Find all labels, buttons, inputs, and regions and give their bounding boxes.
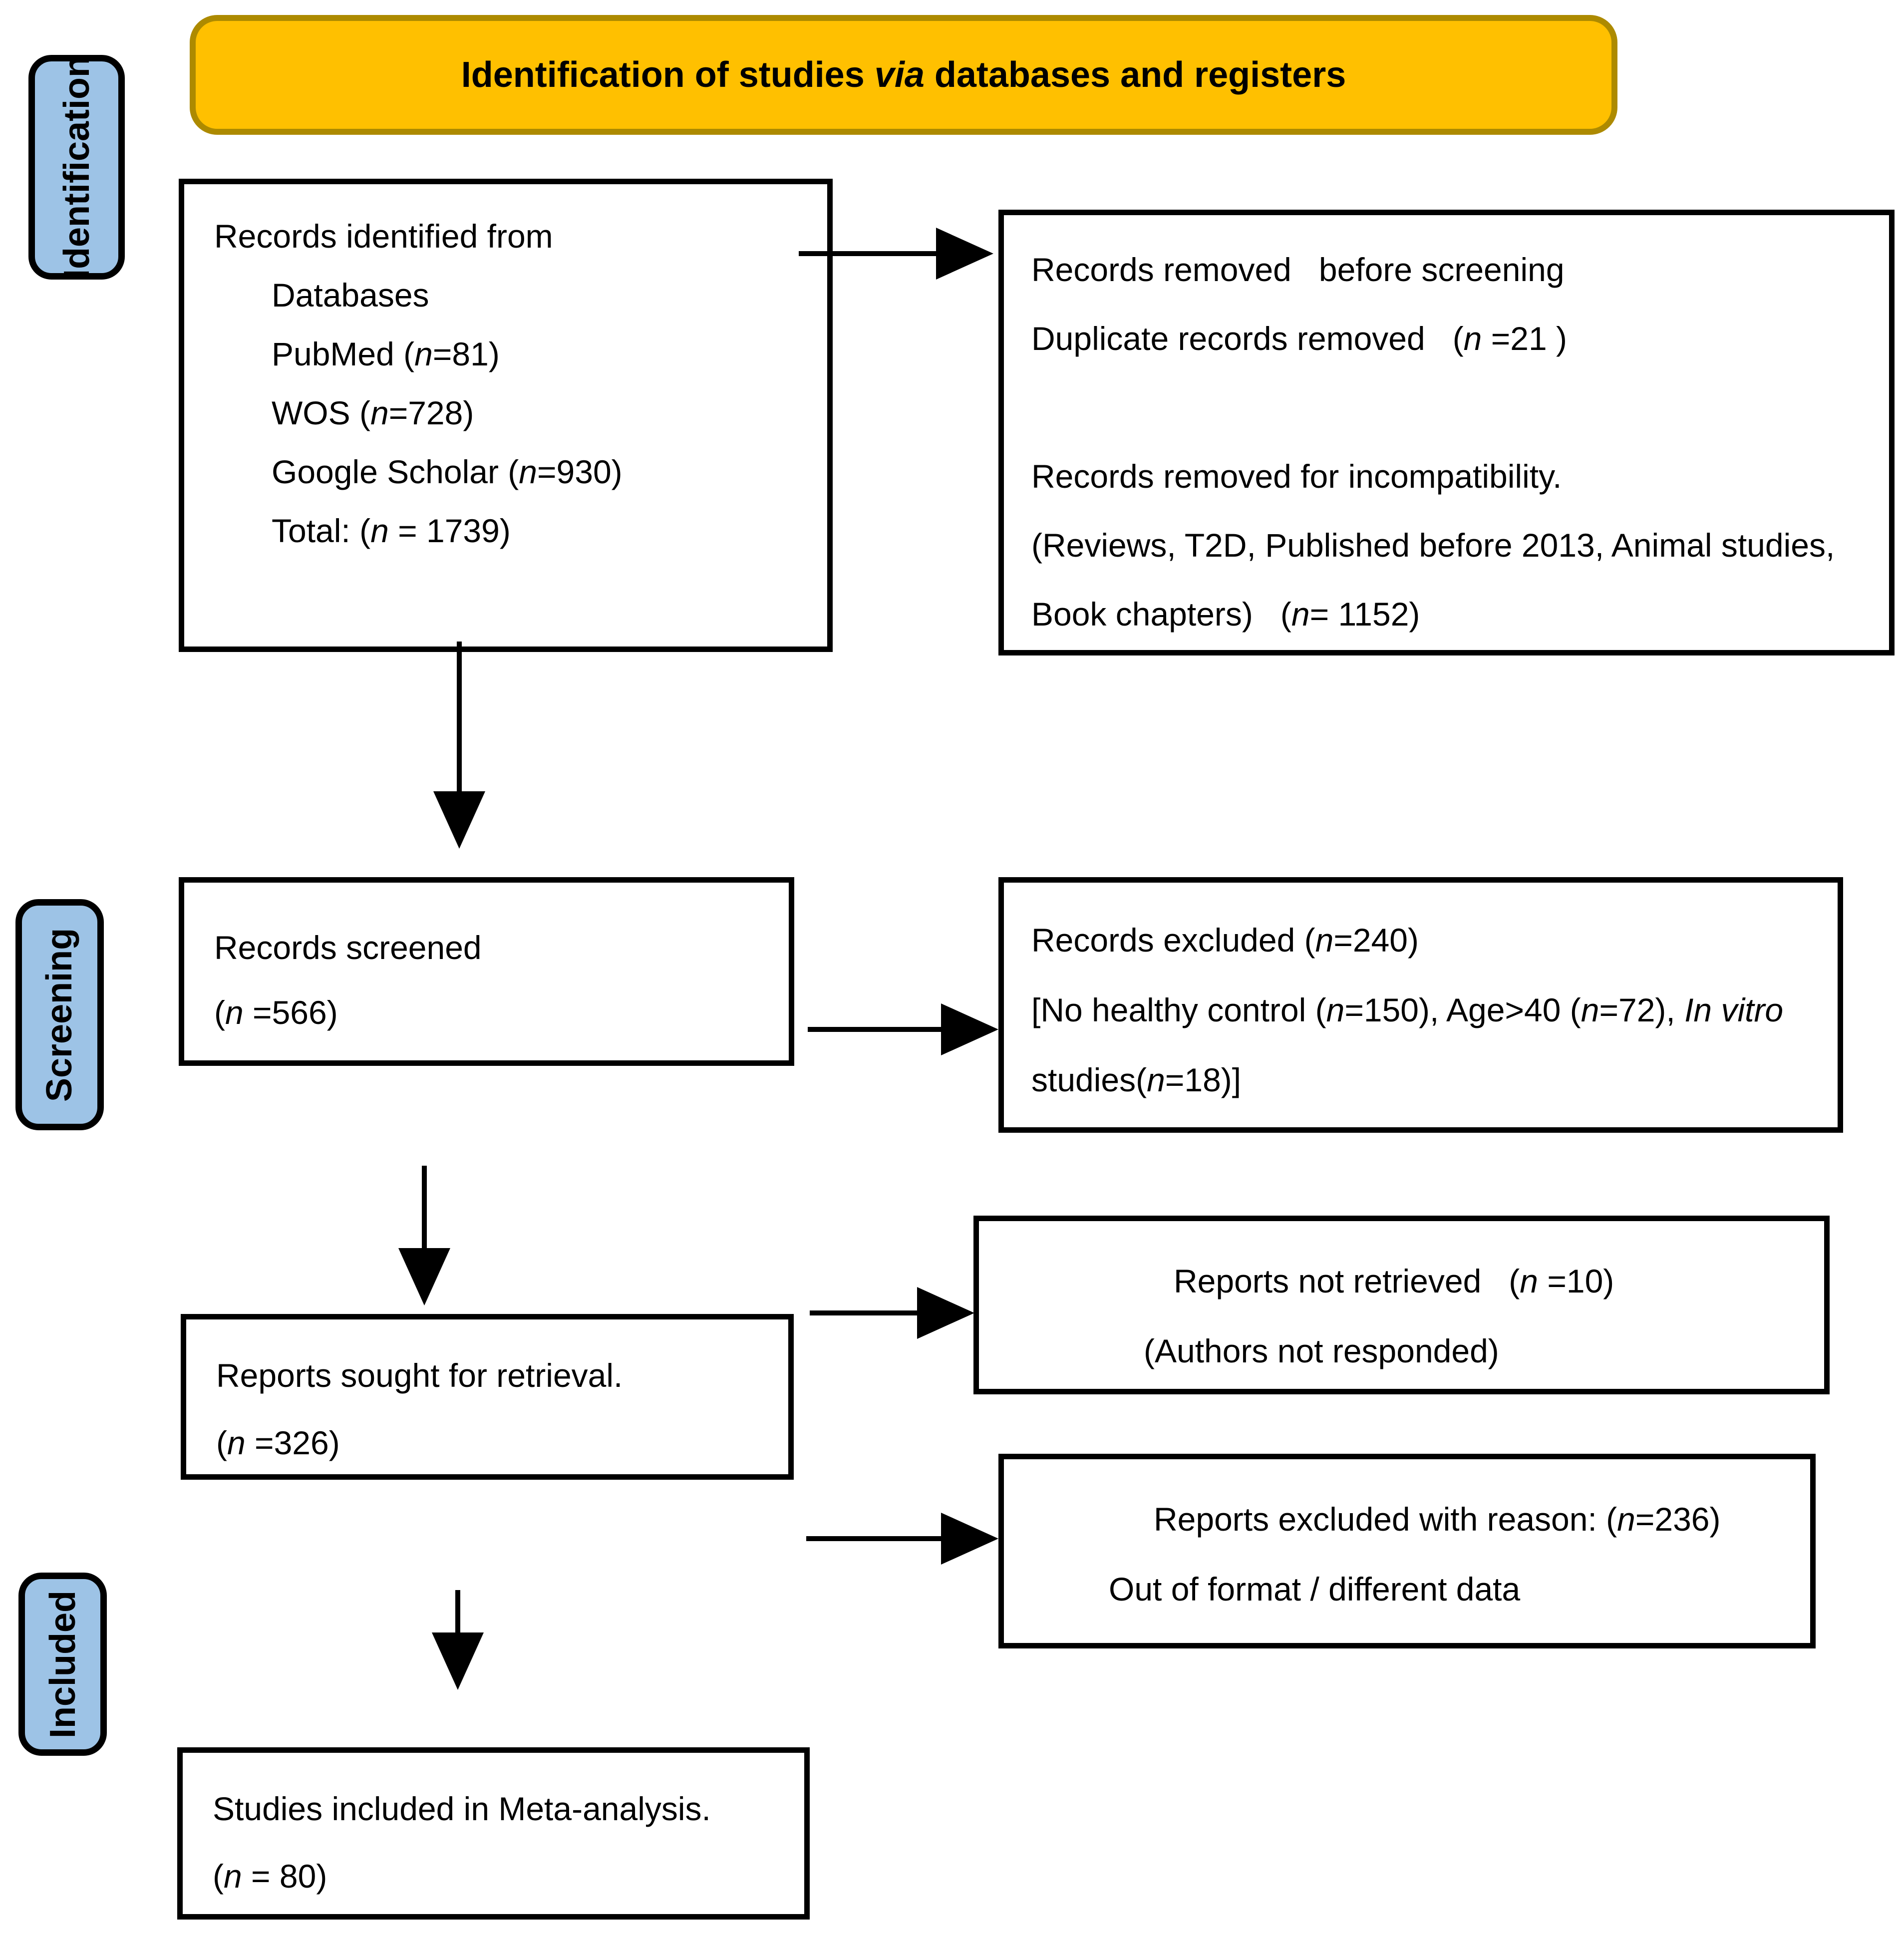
records-removed-line (1031, 373, 1862, 442)
arrow-sought-to-excluded-reason (806, 1513, 998, 1565)
reports-sought-line: (n =326) (216, 1424, 340, 1461)
records-excluded-line: studies(n=18)] (1031, 1061, 1242, 1098)
records-removed-line: Records removed before screening (1031, 251, 1565, 288)
box-records-excluded (998, 877, 1843, 1133)
box-studies-included (177, 1747, 810, 1920)
reports-excluded-line: Reports excluded with reason: (n=236) (1154, 1501, 1721, 1538)
records-excluded-line: Records excluded (n=240) (1031, 922, 1419, 959)
arrow-identified-to-screened (433, 642, 485, 849)
title-banner (190, 15, 1617, 135)
reports-sought-line: Reports sought for retrieval. (216, 1357, 623, 1394)
records-identified-line: PubMed (n=81) (272, 335, 500, 372)
records-identified-line: Databases (272, 277, 429, 314)
box-reports-sought (181, 1314, 794, 1480)
arrow-screened-to-excluded (808, 1003, 998, 1055)
records-screened-line: Records screened (214, 929, 482, 966)
reports-excluded-line: Out of format / different data (1109, 1571, 1521, 1608)
arrow-sought-to-not-retrieved (810, 1287, 974, 1339)
records-identified-line: Google Scholar (n=930) (272, 453, 623, 490)
stage-tab-screening (15, 899, 104, 1130)
studies-included-line: (n = 80) (213, 1858, 327, 1895)
arrow-screened-to-sought (398, 1166, 450, 1305)
records-screened-line: (n =566) (214, 994, 338, 1031)
box-records-screened (179, 877, 794, 1066)
stage-tab-included (18, 1573, 107, 1756)
records-removed-line: Records removed for incompatibility. (1031, 458, 1562, 495)
records-identified-line: Records identified from (214, 218, 553, 255)
records-identified-line: Total: (n = 1739) (272, 512, 511, 549)
box-records-identified (179, 179, 833, 652)
studies-included-line: Studies included in Meta-analysis. (213, 1790, 711, 1827)
box-reports-excluded (998, 1454, 1816, 1648)
reports-not-retrieved-line: Reports not retrieved (n =10) (1174, 1263, 1614, 1299)
diagram-title: Identification of studies via databases and registers (461, 55, 1346, 95)
records-excluded-line: [No healthy control (n=150), Age>40 (n=72), In vitro (1031, 991, 1784, 1028)
box-records-removed (998, 210, 1895, 655)
records-identified-line: WOS (n=728) (272, 394, 474, 431)
stage-tab-included-label: Included (42, 1590, 83, 1738)
arrow-sought-to-included (432, 1590, 484, 1690)
records-removed-line: Duplicate records removed (n =21 ) (1031, 320, 1567, 357)
records-removed-line: Book chapters) (n= 1152) (1031, 596, 1420, 633)
stage-tab-identification (28, 55, 125, 280)
box-reports-not-retrieved (973, 1216, 1830, 1394)
stage-tab-screening-label: Screening (39, 928, 80, 1102)
records-removed-line: (Reviews, T2D, Published before 2013, Animal studies, (1031, 527, 1835, 564)
stage-tab-identification-label: Identification (56, 55, 97, 279)
reports-not-retrieved-line: (Authors not responded) (1144, 1332, 1499, 1369)
